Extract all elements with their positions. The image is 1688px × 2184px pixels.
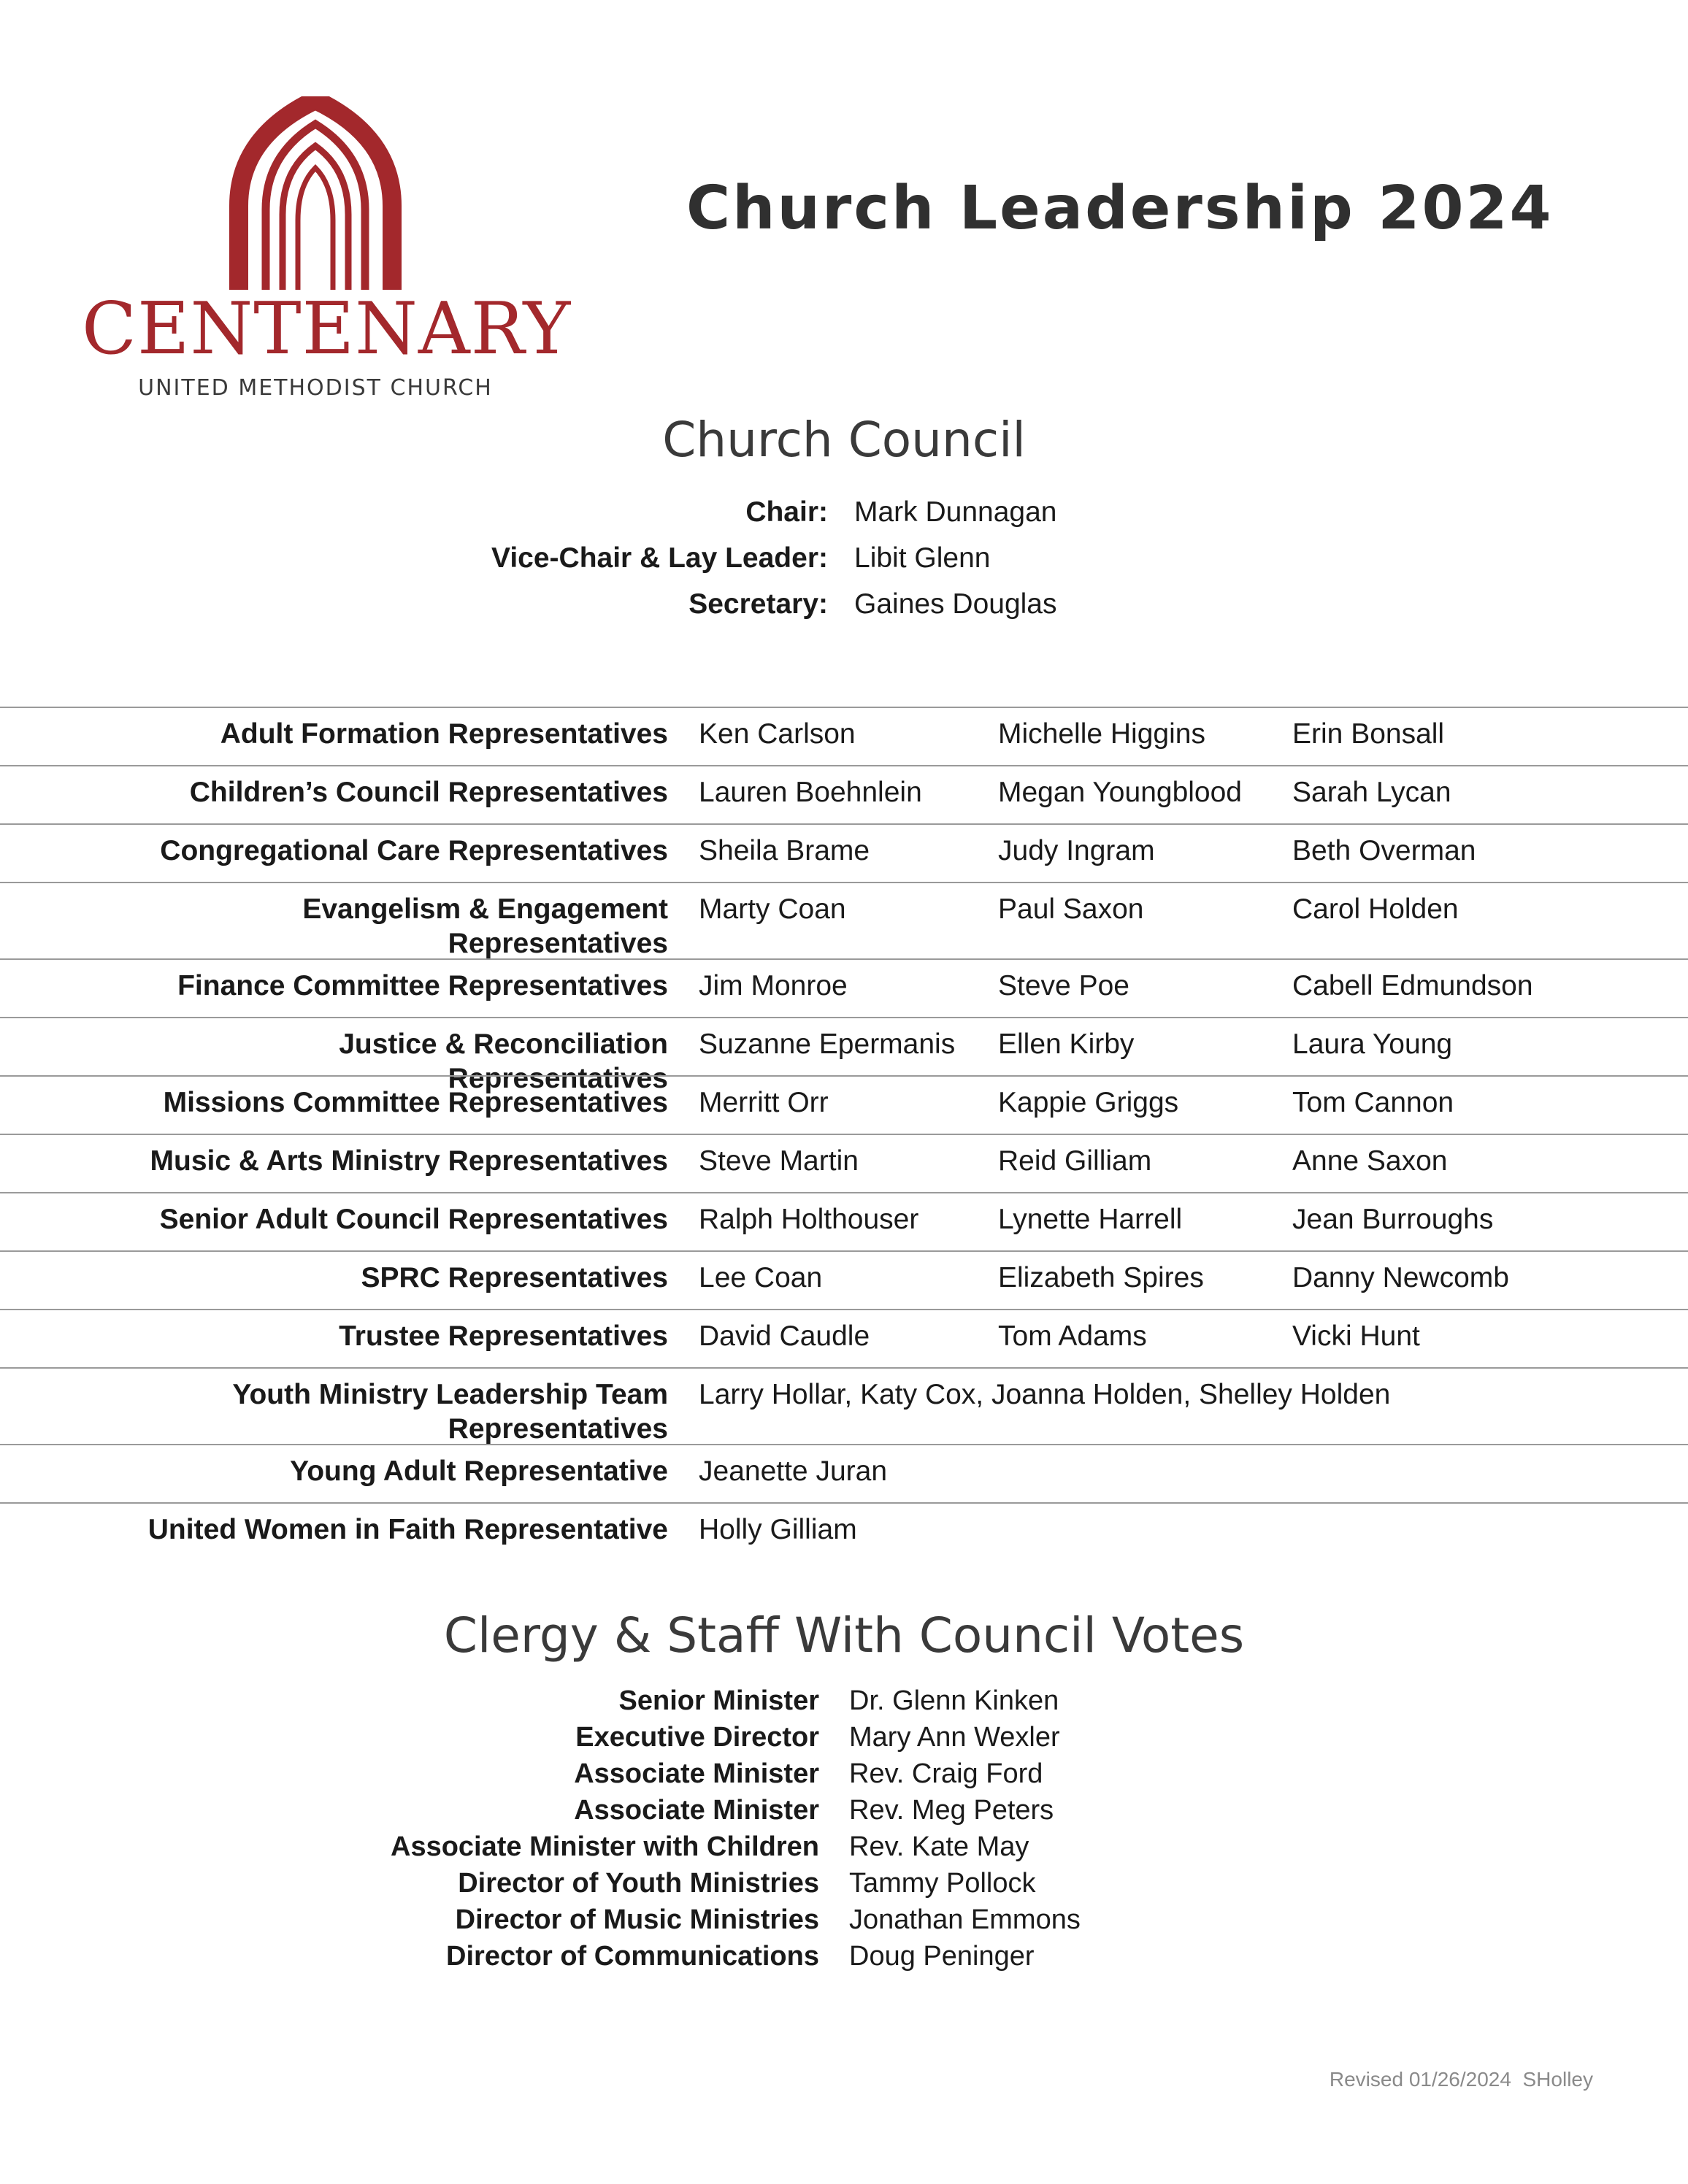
rep-name: Beth Overman [1292,835,1476,866]
rep-name: Vicki Hunt [1292,1320,1420,1352]
table-row [0,958,1688,1017]
rep-name: Sarah Lycan [1292,777,1451,808]
staff-role: Director of Communications [446,1941,819,1972]
rep-name: Holly Gilliam [699,1514,857,1545]
rep-label: Adult Formation Representatives [220,718,668,750]
rep-name: Ellen Kirby [998,1028,1135,1060]
clergy-staff-heading: Clergy & Staff With Council Votes [443,1607,1245,1664]
table-row [0,1444,1688,1504]
staff-role: Director of Music Ministries [455,1904,819,1935]
representatives-table [0,707,1688,1561]
church-council-heading: Church Council [662,412,1026,468]
staff-name: Doug Peninger [849,1941,1035,1972]
table-row [0,1192,1688,1250]
logo-subtitle: UNITED METHODIST CHURCH [138,375,493,401]
list-item [0,1902,1688,1938]
staff-role: Associate Minister [574,1758,819,1789]
rep-name: Kappie Griggs [998,1087,1179,1118]
church-logo [82,96,572,410]
rep-name: Ralph Holthouser [699,1204,919,1235]
rep-label: Young Adult Representative [290,1456,668,1487]
officer-role: Chair: [745,496,828,528]
rep-name: Lauren Boehnlein [699,777,922,808]
rep-name: Lynette Harrell [998,1204,1183,1235]
rep-name: Michelle Higgins [998,718,1205,750]
table-row [0,1309,1688,1367]
staff-role: Senior Minister [618,1685,819,1716]
rep-label: Children’s Council Representatives [189,777,668,808]
church-arch-icon [82,96,549,293]
rep-label: Senior Adult Council Representatives [159,1204,668,1235]
rep-name: Paul Saxon [998,893,1144,925]
officer-row [0,489,1688,535]
rep-label: Congregational Care Representatives [160,835,668,866]
table-row [0,707,1688,765]
staff-name: Rev. Meg Peters [849,1795,1054,1826]
table-row [0,1504,1688,1561]
rep-name: Merritt Orr [699,1087,829,1118]
rep-name: Ken Carlson [699,718,856,750]
officer-name: Mark Dunnagan [854,496,1057,528]
rep-name: Laura Young [1292,1028,1453,1060]
rep-name: Judy Ingram [998,835,1155,866]
rep-name: Suzanne Epermanis [699,1028,956,1060]
staff-name: Jonathan Emmons [849,1904,1081,1935]
list-item [0,1938,1688,1975]
list-item [0,1683,1688,1719]
rep-name: Jim Monroe [699,970,848,1001]
list-item [0,1865,1688,1902]
staff-name: Rev. Kate May [849,1831,1029,1862]
council-officers [0,489,1688,627]
table-row [0,1075,1688,1134]
table-row [0,823,1688,882]
rep-name: Elizabeth Spires [998,1262,1204,1293]
rep-name: Cabell Edmundson [1292,970,1533,1001]
list-item [0,1829,1688,1865]
rep-name: Jean Burroughs [1292,1204,1494,1235]
rep-label: United Women in Faith Representative [147,1514,668,1545]
revision-note: Revised 01/26/2024 SHolley [1329,2068,1593,2091]
table-row [0,1134,1688,1192]
rep-name: Marty Coan [699,893,846,925]
rep-label: Missions Committee Representatives [163,1087,668,1118]
officer-name: Gaines Douglas [854,588,1057,620]
table-row [0,882,1688,958]
page-title: Church Leadership 2024 [686,174,1554,243]
rep-name: Steve Poe [998,970,1129,1001]
table-row [0,1017,1688,1094]
table-row [0,1367,1688,1444]
officer-row [0,581,1688,627]
officer-role: Secretary: [688,588,828,620]
staff-role: Associate Minister with Children [391,1831,819,1862]
rep-name: Danny Newcomb [1292,1262,1509,1293]
officer-name: Libit Glenn [854,542,991,574]
officer-role: Vice-Chair & Lay Leader: [491,542,828,574]
staff-role: Director of Youth Ministries [458,1868,819,1899]
staff-role: Associate Minister [574,1795,819,1826]
rep-label: SPRC Representatives [361,1262,668,1293]
staff-name: Dr. Glenn Kinken [849,1685,1059,1716]
table-row [0,765,1688,823]
rep-label: Youth Ministry Leadership Team Representatives [232,1379,668,1445]
rep-label: Trustee Representatives [339,1320,668,1352]
list-item [0,1756,1688,1792]
rep-name: Reid Gilliam [998,1145,1152,1177]
staff-name: Rev. Craig Ford [849,1758,1043,1789]
list-item [0,1719,1688,1756]
rep-name: Carol Holden [1292,893,1459,925]
rep-name: Sheila Brame [699,835,870,866]
table-row [0,1250,1688,1309]
logo-wordmark: CENTENARY [82,288,572,371]
rep-name: David Caudle [699,1320,870,1352]
rep-name: Steve Martin [699,1145,859,1177]
staff-role: Executive Director [575,1722,819,1753]
rep-label: Justice & Reconciliation Representatives [339,1028,668,1094]
rep-name: Anne Saxon [1292,1145,1448,1177]
rep-name: Tom Adams [998,1320,1147,1352]
rep-name: Tom Cannon [1292,1087,1454,1118]
rep-name: Megan Youngblood [998,777,1242,808]
clergy-staff-list [0,1683,1688,1975]
rep-label: Evangelism & Engagement Representatives [302,893,668,959]
rep-name: Erin Bonsall [1292,718,1445,750]
rep-name: Lee Coan [699,1262,823,1293]
staff-name: Mary Ann Wexler [849,1722,1060,1753]
staff-name: Tammy Pollock [849,1868,1036,1899]
rep-name: Larry Hollar, Katy Cox, Joanna Holden, Shelley Holden [699,1379,1391,1410]
rep-label: Finance Committee Representatives [177,970,668,1001]
rep-label: Music & Arts Ministry Representatives [150,1145,668,1177]
list-item [0,1792,1688,1829]
officer-row [0,535,1688,581]
rep-name: Jeanette Juran [699,1456,888,1487]
